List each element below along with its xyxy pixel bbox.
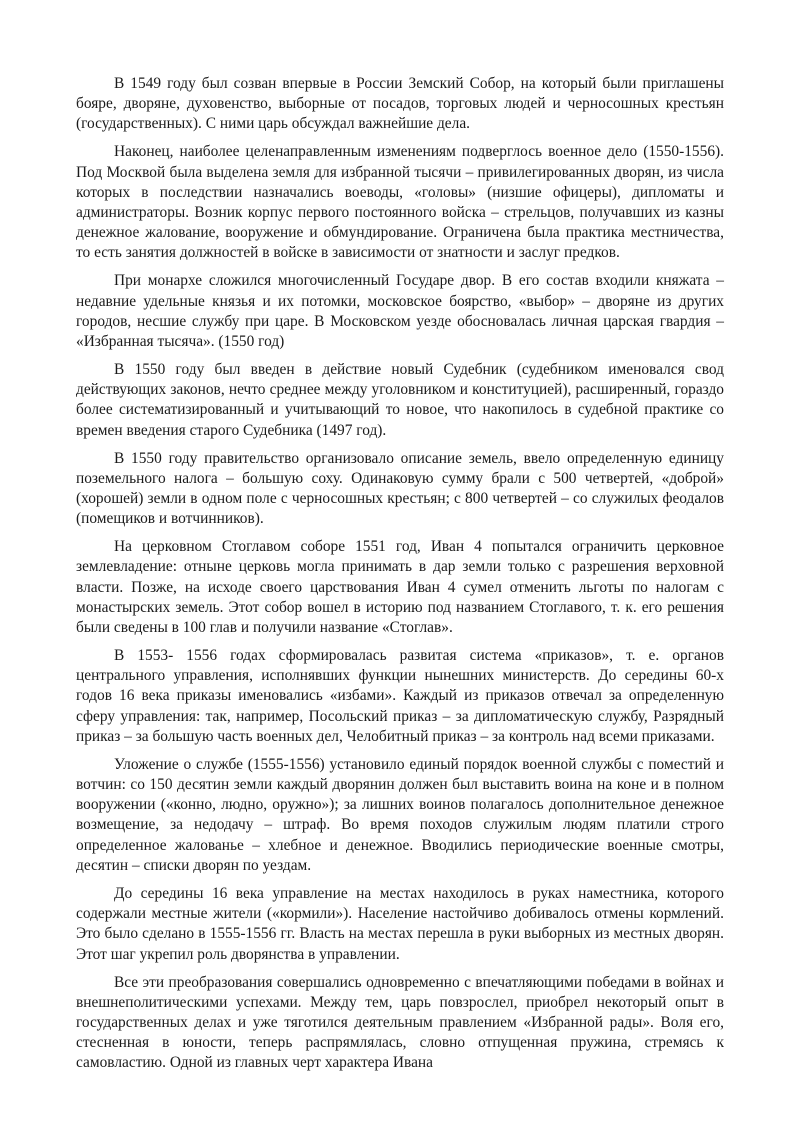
paragraph-8: Уложение о службе (1555-1556) установило единый порядок военной службы с поместий и вотчин: со 150 десятин земли каждый дворянин должен был выставить воина на коне и в полном вооружении («конно, людно, оружно»); за лишних воинов полагалось дополнительное денежное возмещение, за недодачу – штраф. Во время походов служилым людям платили строго определенное жалованье – хлебное и денежное. Вводились периодические военные смотры, десятин – списки дворян по уездам.	[76, 755, 724, 874]
paragraph-1: В 1549 году был созван впервые в России Земский Собор, на который были приглашены бояре, дворяне, духовенство, выборные от посадов, торговых людей и черносошных крестьян (государственных). С ними царь обсуждал важнейшие дела.	[76, 75, 724, 133]
paragraph-2: Наконец, наиболее целенаправленным изменениям подверглось военное дело (1550-1556). Под Москвой была выделена земля для избранной тысячи – привилегированных дворян, из числа которых в последствии назначались воеводы, «головы» (низшие офицеры), дипломаты и администраторы. Возник корпус первого постоянного войска – стрельцов, получавших из казны денежное жалование, вооружение и обмундирование. Ограничена была практика местничества, то есть занятия должностей в войске в зависимости от знатности и заслуг предков.	[76, 143, 724, 262]
paragraph-7: В 1553- 1556 годах сформировалась развитая система «приказов», т. е. органов центрального управления, исполнявших функции нынешних министерств. До середины 60-х годов 16 века приказы именовались «избами». Каждый из приказов отвечал за определенную сферу управления: так, например, Посольский приказ – за дипломатическую службу, Разрядный приказ – за большую часть военных дел, Челобитный приказ – за контроль над всеми приказами.	[76, 647, 724, 745]
paragraph-3: При монархе сложился многочисленный Государе двор. В его состав входили княжата – недавние удельные князья и их потомки, московское боярство, «выбор» – дворяне из других городов, несшие службу при царе. В Московском уезде обосновалась личная царская гвардия – «Избранная тысяча». (1550 год)	[76, 272, 724, 351]
paragraph-4: В 1550 году был введен в действие новый Судебник (судебником именовался свод действующих законов, нечто среднее между уголовником и конституцией), расширенный, гораздо более систематизированный и учитывающий то новое, что накопилось в судебной практике со времен введения старого Судебника (1497 год).	[76, 361, 724, 439]
paragraph-10: Все эти преобразования совершались одновременно с впечатляющими победами в войнах и внешнеполитическими успехами. Между тем, царь повзрослел, приобрел некоторый опыт в государственных делах и уже тяготился деятельным правлением «Избранной рады». Воля его, стесненная в юности, теперь распрямлялась, словно отпущенная пружина, стремясь к самовластию. Одной из главных черт характера Ивана	[76, 973, 724, 1072]
document-body	[76, 74, 724, 1081]
paragraph-5: В 1550 году правительство организовало описание земель, ввело определенную единицу поземельного налога – большую соху. Одинаковую сумму брали с 500 четвертей, «доброй» (хорошей) земли в одном поле с черносошных крестьян; с 800 четвертей – со служилых феодалов (помещиков и вотчинников).	[76, 449, 724, 528]
paragraph-9: До середины 16 века управление на местах находилось в руках наместника, которого содержали местные жители («кормили»). Население настойчиво добивалось отмены кормлений. Это было сделано в 1555-1556 гг. Власть на местах перешла в руки выборных из местных дворян. Этот шаг укрепил роль дворянства в управлении.	[76, 884, 724, 963]
paragraph-6: На церковном Стоглавом соборе 1551 год, Иван 4 попытался ограничить церковное землевладение: отныне церковь могла принимать в дар земли только с разрешения верховной власти. Позже, на исходе своего царствования Иван 4 сумел отменить льготы по налогам с монастырских земель. Этот собор вошел в историю под названием Стоглавого, т. к. его решения были сведены в 100 глав и получили название «Стоглав».	[76, 538, 724, 637]
